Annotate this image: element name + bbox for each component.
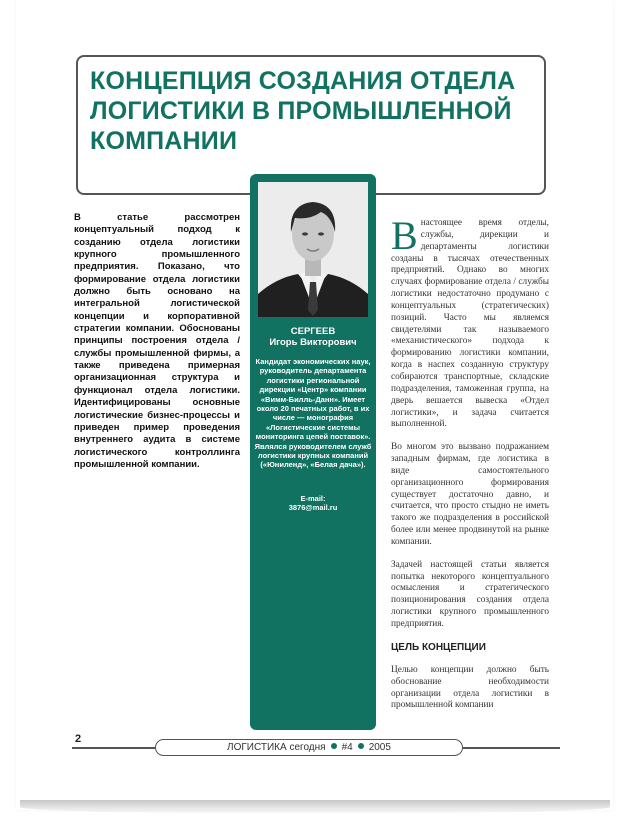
email-address[interactable]: 3876@mail.ru xyxy=(288,503,338,513)
body-paragraph xyxy=(391,213,549,431)
drop-cap: В xyxy=(391,213,418,258)
journal-name: ЛОГИСТИКА сегодня xyxy=(227,742,326,753)
article-body xyxy=(391,213,549,723)
issue-year: 2005 xyxy=(368,742,391,753)
author-bio: Кандидат экономических наук, руководитель департамента логистики региональной дирекции «Центр» компании «Вимм-Билль-Данн». Имеет около 20 печатных работ, в их числе — монография «Логистические системы мониторинга цепей поставок». Являлся руководителем служб логистики крупных компаний («Юниленд», «Белая дача»). xyxy=(254,357,372,470)
author-photo xyxy=(258,182,368,317)
body-paragraph-3: Задачей настоящей статьи является попытка некоторого концептуального осмысления и стратегического позиционирования создания отдела логистики крупного промышленного предприятия. xyxy=(391,559,549,629)
body-paragraph-2: Во многом это вызвано подражанием западным фирмам, где логистика в виде самостоятельного организационного формирования существует достаточно давно, и считается, что просто стыдно не иметь такого же подразделения в российской более или менее продвинутой на рынке компании. xyxy=(391,442,549,547)
footer-journal-info xyxy=(155,739,463,756)
author-email xyxy=(250,494,376,513)
issue-number: #4 xyxy=(341,742,353,753)
bullet-dot-icon xyxy=(331,743,337,749)
author-name xyxy=(250,326,376,348)
page-number: 2 xyxy=(75,733,82,745)
article-abstract: В статье рассмотрен концептуальный подход к созданию отдела логистики крупного промышленного предприятия. Показано, что формирование отдела логистики должно быть основано на интегральной логистической концепции и корпоративной стратегии компании. Обоснованы принципы построения отдела / службы промышленной фирмы, а также приведена примерная организационная структура и функционал отдела логистики. Идентифицированы основные логистические бизнес-процессы и приведен пример проведения внутреннего аудита в системе логистического контроллинга промышленной компании. xyxy=(74,212,240,470)
author-given-name: Игорь Викторович xyxy=(269,337,357,348)
author-surname: СЕРГЕЕВ xyxy=(290,326,336,337)
email-label: E-mail: xyxy=(300,494,326,503)
body-paragraph-1-text: настоящее время отделы, службы, дирекции и департаменты логистики созданы в тысячах отечественных предприятий. Однако во многих случаях формирование отдела / службы логистики недостаточно продумано с концептуальных (стратегических) позиций. Часто мы являемся свидетелями так называемого «механистического» подхода к формированию логистики компании, когда в наспех созданную структуру собираются транспортные, складские подразделения, таможенная группа, на дверь вешается вывеска «Отдел логистики», и задача считается выполненной. xyxy=(391,218,549,430)
body-paragraph-4: Целью концепции должно быть обоснование необходимости организации отдела логистики в промышленной компании xyxy=(391,664,549,711)
article-title: КОНЦЕПЦИЯ СОЗДАНИЯ ОТДЕЛА ЛОГИСТИКИ В ПРОМЫШЛЕННОЙ КОМПАНИИ xyxy=(90,67,516,155)
page-shadow xyxy=(20,800,610,814)
bullet-dot-icon xyxy=(358,743,364,749)
section-heading: ЦЕЛЬ КОНЦЕПЦИИ xyxy=(391,641,486,653)
